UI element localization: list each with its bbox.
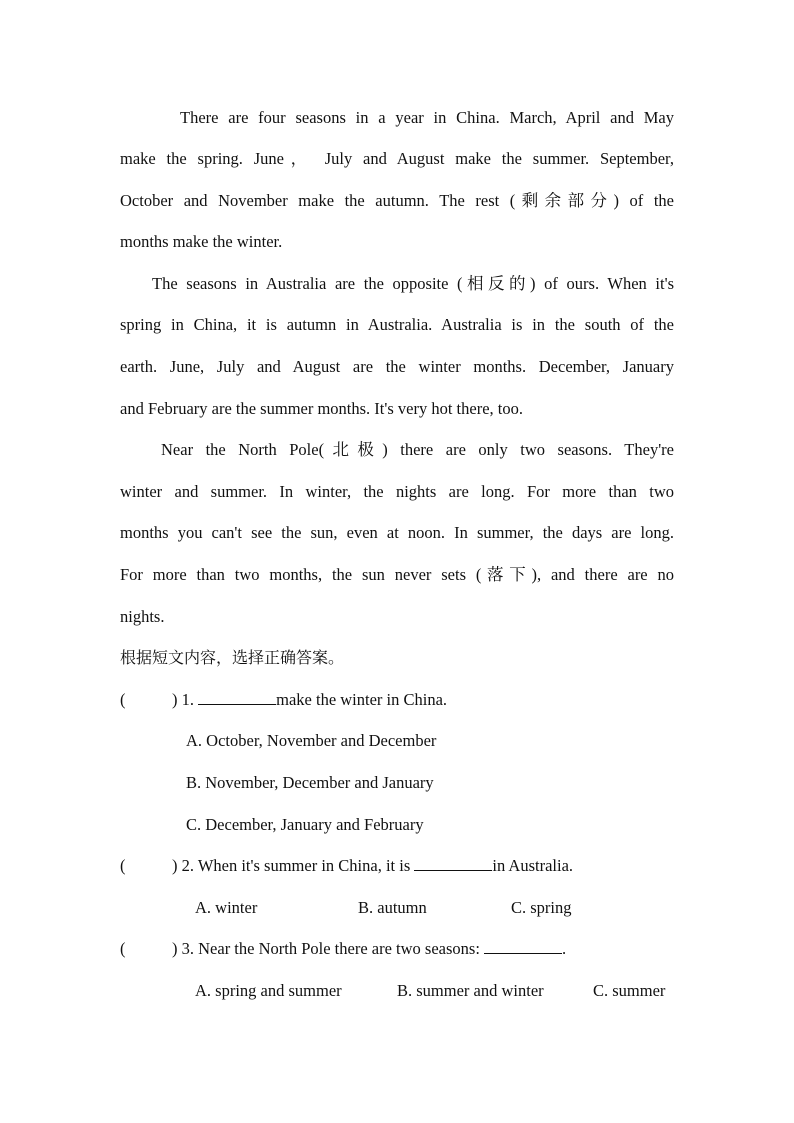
- question-text: make the winter in China.: [276, 690, 448, 709]
- option-c: C. spring: [511, 898, 572, 917]
- answer-blank[interactable]: [414, 856, 492, 871]
- option-b: B. summer and winter: [397, 981, 544, 1000]
- question-1: [120, 690, 447, 710]
- question-3: [120, 939, 566, 959]
- passage-line: and February are the summer months. It's very hot there, too.: [120, 399, 523, 418]
- question-text: Near the North Pole there are two seasons:: [198, 939, 480, 958]
- question-text: in Australia.: [492, 856, 574, 875]
- option-a: A. winter: [195, 898, 258, 917]
- answer-paren[interactable]: (: [120, 856, 126, 875]
- option-a: A. October, November and December: [186, 731, 437, 750]
- passage-line: Near the North Pole(北极) there are only two seasons. They're: [161, 440, 674, 459]
- passage-line: months make the winter.: [120, 232, 283, 251]
- passage-line: The seasons in Australia are the opposite (相反的) of ours. When it's: [152, 274, 674, 293]
- option-b: B. November, December and January: [186, 773, 434, 792]
- passage-line: nights.: [120, 607, 165, 626]
- question-number: ) 3.: [172, 939, 194, 958]
- answer-blank[interactable]: [198, 690, 276, 705]
- passage-line: spring in China, it is autumn in Australia. Australia is in the south of the: [120, 315, 674, 334]
- passage-line: earth. June, July and August are the winter months. December, January: [120, 357, 674, 376]
- answer-paren[interactable]: (: [120, 690, 126, 709]
- passage-line: months you can't see the sun, even at noon. In summer, the days are long.: [120, 523, 674, 542]
- passage-line: For more than two months, the sun never sets (落下), and there are no: [120, 565, 674, 584]
- passage-line: make the spring. June， July and August make the summer. September,: [120, 149, 674, 168]
- passage-line: winter and summer. In winter, the nights are long. For more than two: [120, 482, 674, 501]
- question-text: .: [562, 939, 567, 958]
- passage-line: October and November make the autumn. The rest (剩余部分) of the: [120, 191, 674, 210]
- answer-paren[interactable]: (: [120, 939, 126, 958]
- option-b: B. autumn: [358, 898, 427, 917]
- option-c: C. summer: [593, 981, 666, 1000]
- question-2: [120, 856, 573, 876]
- question-number: ) 2.: [172, 856, 194, 875]
- question-text: When it's summer in China, it is: [197, 856, 411, 875]
- passage-line: There are four seasons in a year in China. March, April and May: [180, 108, 674, 127]
- instruction-text: 根据短文内容，选择正确答案。: [120, 648, 345, 667]
- answer-blank[interactable]: [484, 939, 562, 954]
- question-number: ) 1.: [172, 690, 194, 709]
- option-c: C. December, January and February: [186, 815, 424, 834]
- option-a: A. spring and summer: [195, 981, 342, 1000]
